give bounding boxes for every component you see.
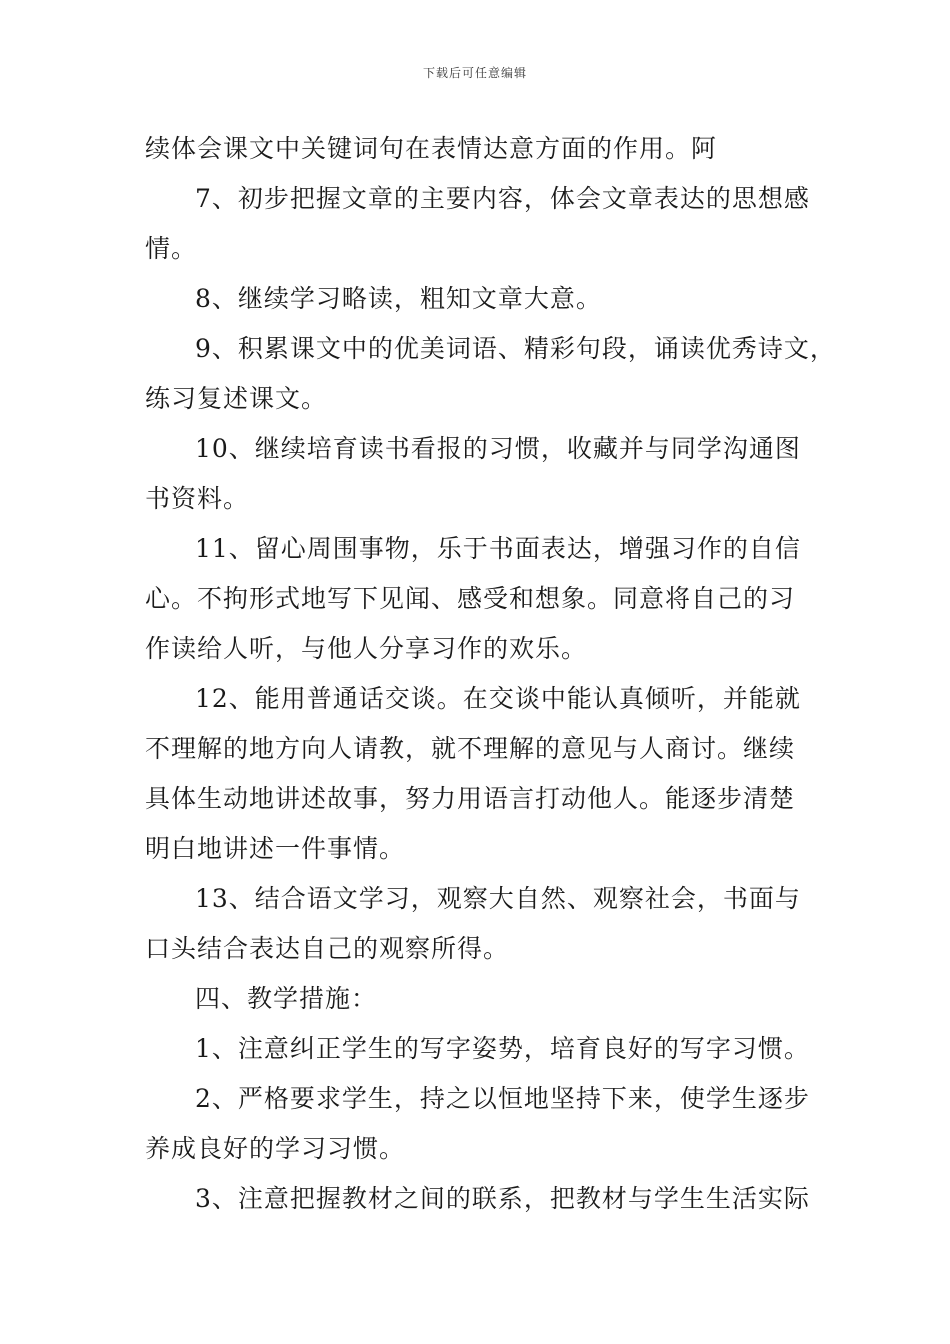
- body-line-16: 13、结合语文学习，观察大自然、观察社会，书面与: [195, 884, 801, 913]
- body-line-11: 作读给人听，与他人分享习作的欢乐。: [145, 634, 588, 663]
- body-line-19: 1、注意纠正学生的写字姿势，培育良好的写字习惯。: [195, 1034, 810, 1063]
- page-header-note: 下载后可任意编辑: [422, 66, 527, 80]
- body-line-17: 口头结合表达自己的观察所得。: [145, 934, 510, 963]
- body-line-2: 7、初步把握文章的主要内容，体会文章表达的思想感: [195, 184, 810, 213]
- body-line-20: 2、严格要求学生，持之以恒地坚持下来，使学生逐步: [195, 1084, 810, 1113]
- body-line-10: 心。不拘形式地写下见闻、感受和想象。同意将自己的习: [145, 584, 796, 613]
- body-line-13: 不理解的地方向人请教，就不理解的意见与人商讨。继续: [145, 734, 796, 763]
- body-line-21: 养成良好的学习习惯。: [145, 1134, 406, 1163]
- body-line-1: 续体会课文中关键词句在表情达意方面的作用。阿: [145, 134, 718, 163]
- document-body: [145, 124, 836, 1224]
- body-line-3: 情。: [145, 234, 198, 263]
- body-line-22: 3、注意把握教材之间的联系，把教材与学生生活实际: [195, 1184, 810, 1213]
- body-line-15: 明白地讲述一件事情。: [145, 834, 406, 863]
- body-line-5: 9、积累课文中的优美词语、精彩句段，诵读优秀诗文，: [195, 334, 836, 363]
- body-line-9: 11、留心周围事物，乐于书面表达，增强习作的自信: [195, 534, 801, 563]
- body-line-4: 8、继续学习略读，粗知文章大意。: [195, 284, 602, 313]
- body-line-8: 书资料。: [145, 484, 250, 513]
- body-line-14: 具体生动地讲述故事，努力用语言打动他人。能逐步清楚: [145, 784, 796, 813]
- body-line-7: 10、继续培育读书看报的习惯，收藏并与同学沟通图: [195, 434, 801, 463]
- body-line-12: 12、能用普通话交谈。在交谈中能认真倾听，并能就: [195, 684, 801, 713]
- body-line-6: 练习复述课文。: [145, 384, 328, 413]
- section-heading-teaching-measures: 四、教学措施：: [195, 984, 378, 1013]
